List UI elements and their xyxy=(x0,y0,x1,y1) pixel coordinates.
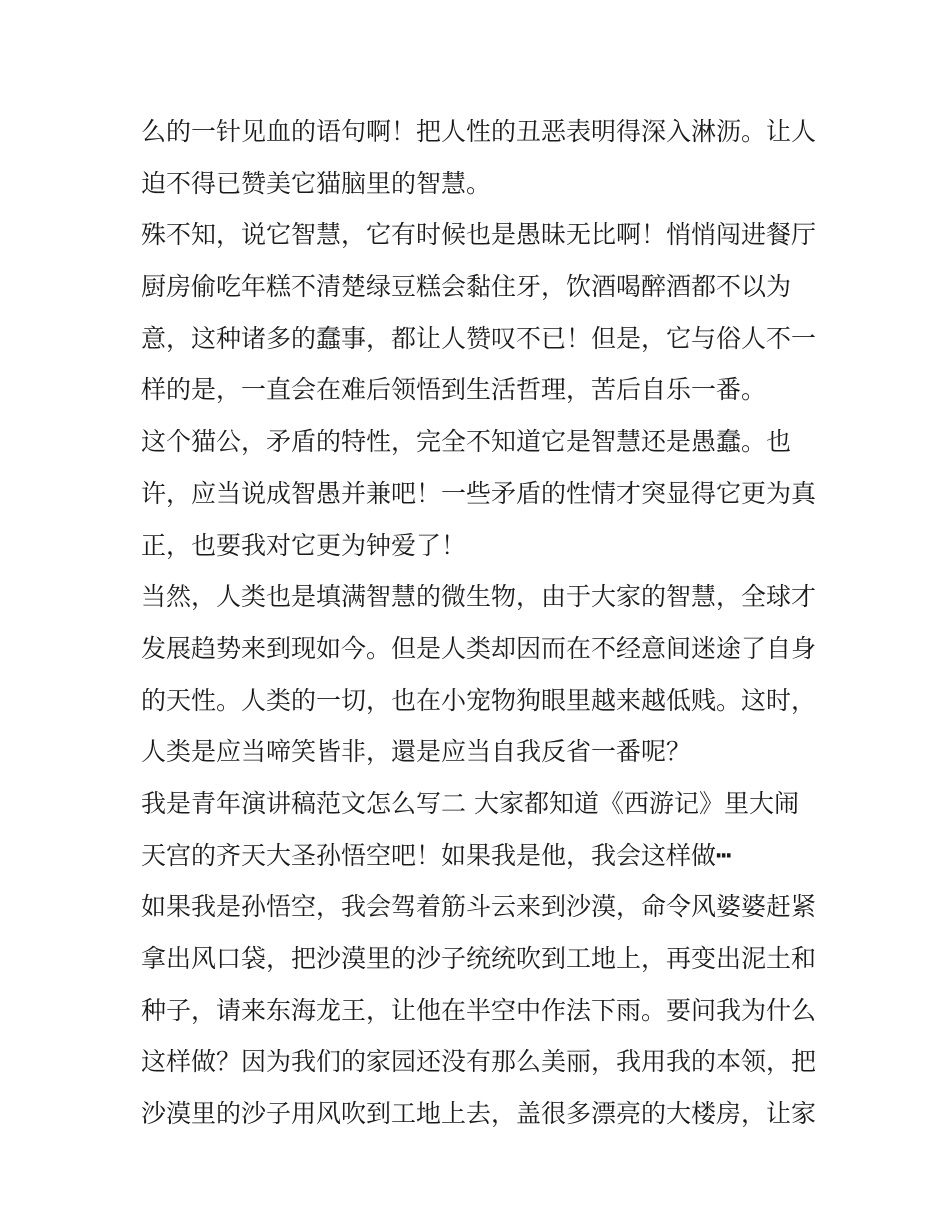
text-line: 如果我是孙悟空，我会驾着筋斗云来到沙漠，命令风婆婆赶紧 xyxy=(141,892,817,922)
text-line: 人类是应当啼笑皆非，還是应当自我反省一番呢？ xyxy=(141,737,692,767)
text-line: 这个猫公，矛盾的特性，完全不知道它是智慧还是愚蠢。也 xyxy=(141,427,792,457)
text-line: 天宫的齐天大圣孙悟空吧！如果我是他，我会这样做┅ xyxy=(141,840,732,870)
text-line: 种子，请来东海龙王，让他在半空中作法下雨。要问我为什么 xyxy=(141,995,817,1025)
text-line: 么的一针见血的语句啊！把人性的丑恶表明得深入淋沥。让人 xyxy=(141,117,817,146)
text-line: 的天性。人类的一切，也在小宠物狗眼里越来越低贱。这时， xyxy=(141,685,817,715)
text-line: 我是青年演讲稿范文怎么写二 大家都知道《西游记》里大闹 xyxy=(141,788,799,818)
text-line: 殊不知，说它智慧，它有时候也是愚昧无比啊！悄悄闯进餐厅 xyxy=(141,220,817,250)
text-line: 拿出风口袋，把沙漠里的沙子统统吹到工地上，再变出泥土和 xyxy=(141,944,817,973)
text-line: 当然，人类也是填满智慧的微生物，由于大家的智慧，全球才 xyxy=(141,582,817,612)
text-line: 样的是，一直会在难后领悟到生活哲理，苦后自乐一番。 xyxy=(141,375,767,405)
text-line: 迫不得已赞美它猫脑里的智慧。 xyxy=(141,168,492,198)
text-line: 正，也要我对它更为钟爱了！ xyxy=(141,530,467,560)
text-line: 意，这种诸多的蠢事，都让人赞叹不已！但是，它与俗人不一 xyxy=(141,323,817,353)
text-line: 厨房偷吃年糕不清楚绿豆糕会黏住牙，饮酒喝醉酒都不以为 xyxy=(141,272,792,302)
text-line: 发展趋势来到现如今。但是人类却因而在不经意间迷途了自身 xyxy=(141,633,817,663)
text-line: 许，应当说成智愚并兼吧！一些矛盾的性情才突显得它更为真 xyxy=(141,478,817,508)
text-line: 这样做？因为我们的家园还没有那么美丽，我用我的本领，把 xyxy=(141,1047,817,1077)
document-body xyxy=(141,106,821,1140)
text-line: 沙漠里的沙子用风吹到工地上去，盖很多漂亮的大楼房，让家 xyxy=(141,1099,817,1129)
